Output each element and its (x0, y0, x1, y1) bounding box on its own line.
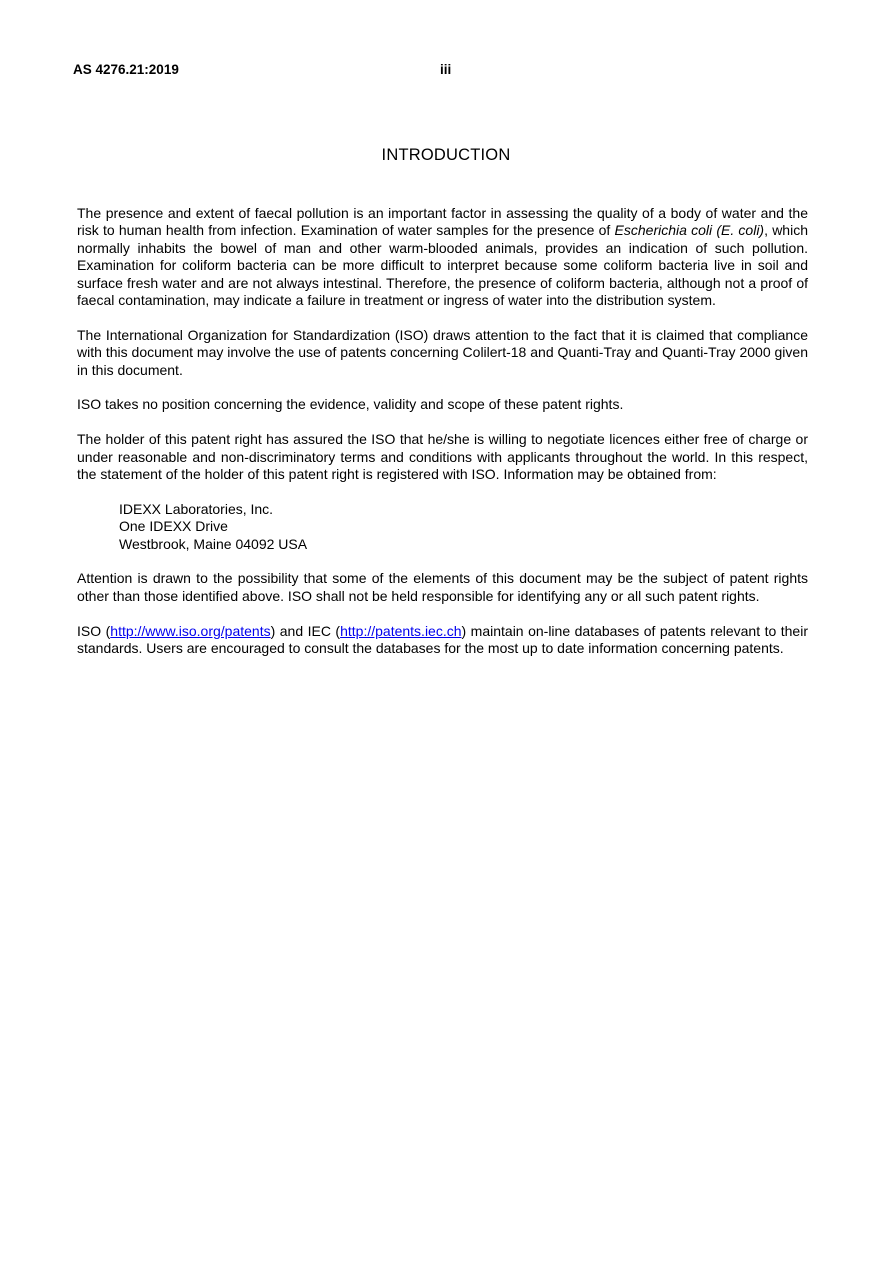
patent-holder-address (119, 501, 808, 553)
section-title: INTRODUCTION (381, 146, 511, 164)
paragraph-other-patents: Attention is drawn to the possibility that some of the elements of this document may be the subject of patent rights other than those identified above. ISO shall not be held responsible for identifying any or all such patent rights. (77, 570, 808, 604)
address-line-street: One IDEXX Drive (119, 518, 228, 535)
paragraph-text: ) and IEC ( (270, 622, 341, 639)
paragraph-patent-databases (77, 623, 808, 658)
paragraph-text: , which normally inhabits the bowel of man and other warm-blooded animals, provides an indication of such pollution. Examination for coliform bacteria can be more difficult to interpret because some coliform bacteria live in soil and surface fresh water and are not always intestinal. Therefore, the presence of coliform bacteria, although not a proof of faecal contamination, may indicate a failure in treatment or ingress of water into the distribution system. (77, 222, 808, 309)
species-name-italic: Escherichia coli (E. coli) (614, 222, 765, 239)
iec-patents-link[interactable]: http://patents.iec.ch (340, 622, 462, 639)
paragraph-patent-holder: The holder of this patent right has assured the ISO that he/she is willing to negotiate licences either free of charge or under reasonable and non-discriminatory terms and conditions with applicants throughout the world. In this respect, the statement of the holder of this patent right is registered with ISO. Information may be obtained from: (77, 431, 808, 483)
address-line-company: IDEXX Laboratories, Inc. (119, 500, 274, 517)
iso-patents-link[interactable]: http://www.iso.org/patents (110, 622, 271, 639)
paragraph-iso-position: ISO takes no position concerning the evidence, validity and scope of these patent rights. (77, 396, 624, 413)
address-line-city: Westbrook, Maine 04092 USA (119, 535, 308, 552)
page-header (73, 62, 819, 80)
paragraph-patent-attention: The International Organization for Standardization (ISO) draws attention to the fact that it is claimed that compliance with this document may involve the use of patents concerning Colilert-18 and Quanti-Tray and Quanti-Tray 2000 given in this document. (77, 326, 808, 378)
paragraph-text: ISO ( (77, 622, 111, 639)
paragraph-faecal-pollution (77, 205, 808, 309)
paragraph-text: ) maintain on-line databases of patents relevant to their standards. Users are encouraged to consult the databases for the most up to date information concerning patents. (77, 622, 808, 657)
paragraph-text: The presence and extent of faecal pollution is an important factor in assessing the quality of a body of water and the risk to human health from infection. Examination of water samples for the presence of (77, 205, 808, 239)
introduction-body (77, 205, 808, 675)
document-number: AS 4276.21:2019 (73, 62, 179, 77)
page-number: iii (440, 62, 452, 77)
